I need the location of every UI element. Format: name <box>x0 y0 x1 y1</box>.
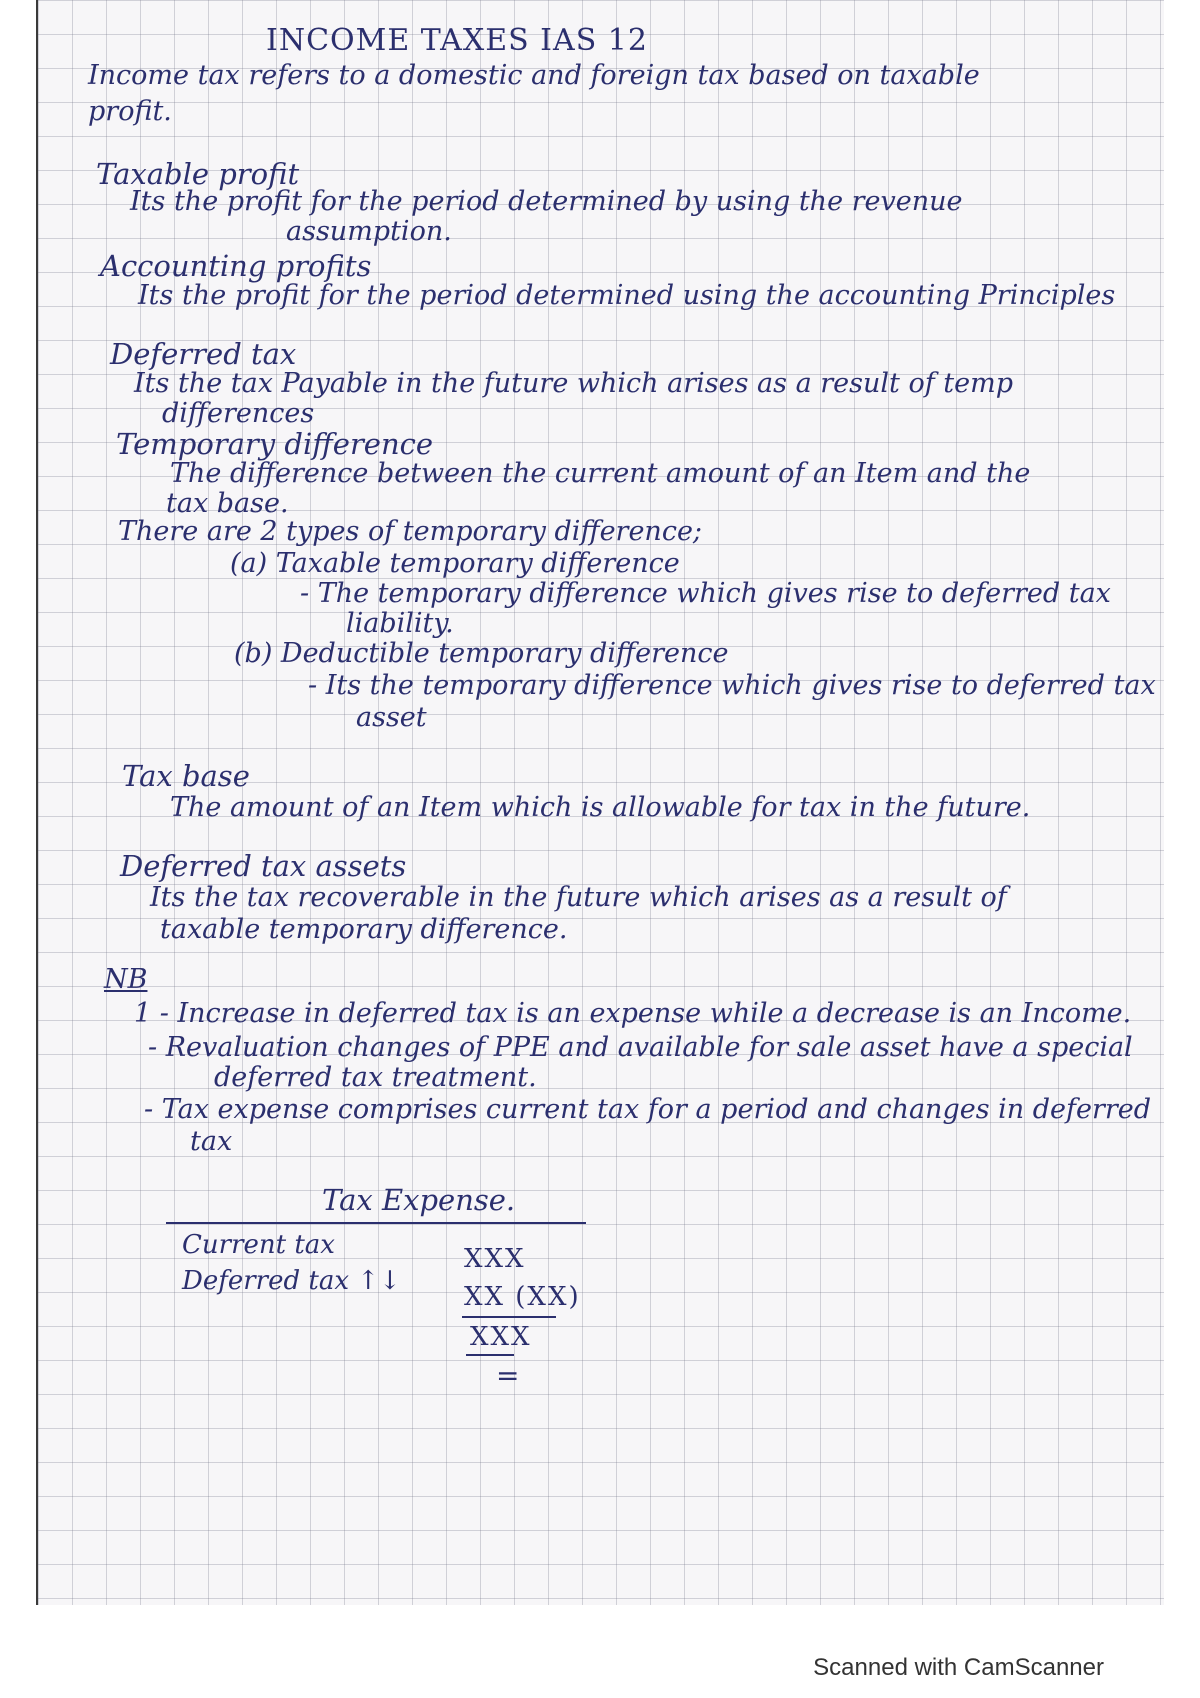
nb-item-2: - Revaluation changes of PPE and available for sale asset have a special <box>148 1032 1133 1063</box>
tax-base-line-1: The amount of an Item which is allowable for tax in the future. <box>170 792 1031 823</box>
temporary-difference-heading: Temporary difference <box>116 427 434 461</box>
accounting-profits-line-1: Its the profit for the period determined using the accounting Principles <box>138 280 1116 311</box>
total-double-rule: = <box>496 1359 520 1392</box>
page-title: INCOME TAXES IAS 12 <box>266 23 648 58</box>
nb-label: NB <box>104 964 148 995</box>
accounting-profits-heading: Accounting profits <box>100 249 372 283</box>
tax-base-heading: Tax base <box>122 759 250 793</box>
taxable-profit-heading: Taxable profit <box>96 157 300 191</box>
taxable-profit-line-1: Its the profit for the period determined by using the revenue <box>130 186 963 217</box>
intro-line-2: profit. <box>88 96 172 127</box>
tax-expense-top-rule <box>166 1222 586 1224</box>
deferred-tax-assets-heading: Deferred tax assets <box>120 849 407 883</box>
deferred-tax-line-2: differences <box>162 398 315 429</box>
nb-item-3: - Tax expense comprises current tax for a period and changes in deferred <box>144 1094 1152 1125</box>
taxable-profit-line-2: assumption. <box>286 216 452 247</box>
nb-item-3-cont: tax <box>190 1126 233 1157</box>
temp-diff-type-a: (a) Taxable temporary difference <box>230 548 680 579</box>
subtotal-rule <box>462 1316 556 1318</box>
temporary-difference-line-1: The difference between the current amount of an Item and the <box>170 458 1031 489</box>
tax-expense-heading: Tax Expense. <box>322 1183 516 1217</box>
temporary-difference-line-2: tax base. <box>166 488 289 519</box>
temp-diff-types-intro: There are 2 types of temporary difference; <box>118 516 703 547</box>
current-tax-amount: XXX <box>464 1244 526 1274</box>
intro-line-1: Income tax refers to a domestic and foreign tax based on taxable <box>88 60 980 91</box>
deferred-tax-assets-line-2: taxable temporary difference. <box>160 914 568 945</box>
deferred-tax-heading: Deferred tax <box>110 337 297 371</box>
deferred-tax-assets-line-1: Its the tax recoverable in the future which arises as a result of <box>150 882 1007 913</box>
nb-item-1: 1 - Increase in deferred tax is an expense while a decrease is an Income. <box>134 998 1132 1029</box>
notebook-page <box>36 0 1164 1605</box>
deferred-tax-label: Deferred tax ↑↓ <box>182 1266 401 1296</box>
temp-diff-type-b: (b) Deductible temporary difference <box>234 638 729 669</box>
camscanner-watermark: Scanned with CamScanner <box>813 1654 1104 1681</box>
tax-expense-total: XXX <box>470 1322 532 1352</box>
nb-item-2-cont: deferred tax treatment. <box>214 1062 537 1093</box>
current-tax-label: Current tax <box>182 1230 335 1260</box>
deferred-tax-amount: XX (XX) <box>464 1282 581 1312</box>
temp-diff-type-a-desc-2: liability. <box>346 608 454 639</box>
temp-diff-type-b-desc-1: - Its the temporary difference which gives rise to deferred tax <box>308 670 1156 701</box>
temp-diff-type-a-desc-1: - The temporary difference which gives rise to deferred tax <box>300 578 1111 609</box>
temp-diff-type-b-desc-2: asset <box>356 702 427 733</box>
total-underline <box>466 1354 514 1356</box>
deferred-tax-line-1: Its the tax Payable in the future which arises as a result of temp <box>134 368 1013 399</box>
